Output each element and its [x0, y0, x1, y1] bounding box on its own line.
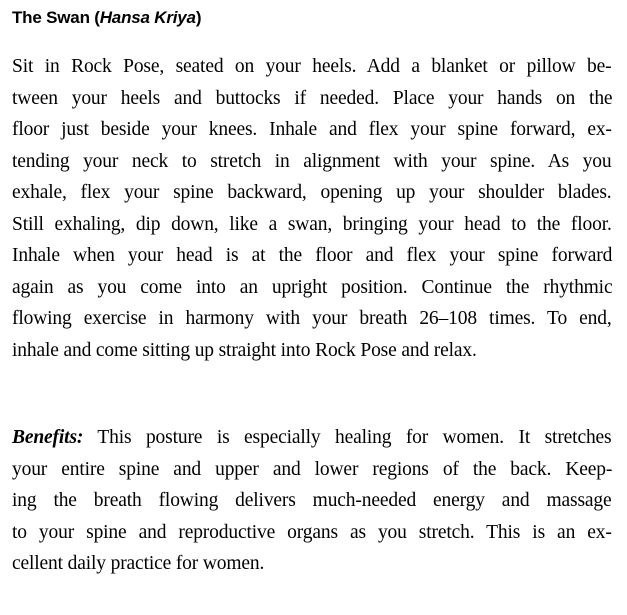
- instructions-paragraph: [12, 51, 612, 366]
- text-line: inhale and come sitting up straight into Rock Pose and relax.: [12, 339, 477, 361]
- benefits-first-line-text: This posture is especially healing for women. It stretches: [83, 427, 612, 448]
- benefits-paragraph: [12, 422, 612, 580]
- section-heading: [12, 6, 201, 30]
- text-line: flowing exercise in harmony with your breath 26–108 times. To end,: [12, 308, 612, 329]
- text-line: floor just beside your knees. Inhale and flex your spine forward, ex-: [12, 119, 612, 140]
- text-line: tending your neck to stretch in alignment with your spine. As you: [12, 150, 612, 172]
- text-line: your entire spine and upper and lower regions of the back. Keep-: [12, 458, 613, 480]
- text-line: Inhale when your head is at the floor and flex your spine forward: [12, 245, 613, 266]
- heading-sanskrit-name: Hansa Kriya: [99, 8, 196, 27]
- benefits-first-line: [12, 422, 612, 454]
- text-line: cellent daily practice for women.: [12, 553, 265, 574]
- text-line: Sit in Rock Pose, seated on your heels. Add a blanket or pillow be-: [12, 56, 612, 77]
- text-line: Still exhaling, dip down, like a swan, bringing your head to the floor.: [12, 213, 612, 235]
- text-line: to your spine and reproductive organs as you stretch. This is an ex-: [12, 521, 612, 543]
- text-line: ing the breath flowing delivers much-needed energy and massage: [12, 490, 612, 511]
- text-line: tween your heels and buttocks if needed. Place your hands on the: [12, 87, 613, 109]
- benefits-label: Benefits:: [12, 427, 84, 448]
- text-line: again as you come into an upright position. Continue the rhythmic: [12, 276, 613, 298]
- text-line: exhale, flex your spine backward, opening up your shoulder blades.: [12, 182, 612, 203]
- heading-close-paren: ): [195, 8, 202, 27]
- heading-title: The Swan (: [12, 8, 100, 27]
